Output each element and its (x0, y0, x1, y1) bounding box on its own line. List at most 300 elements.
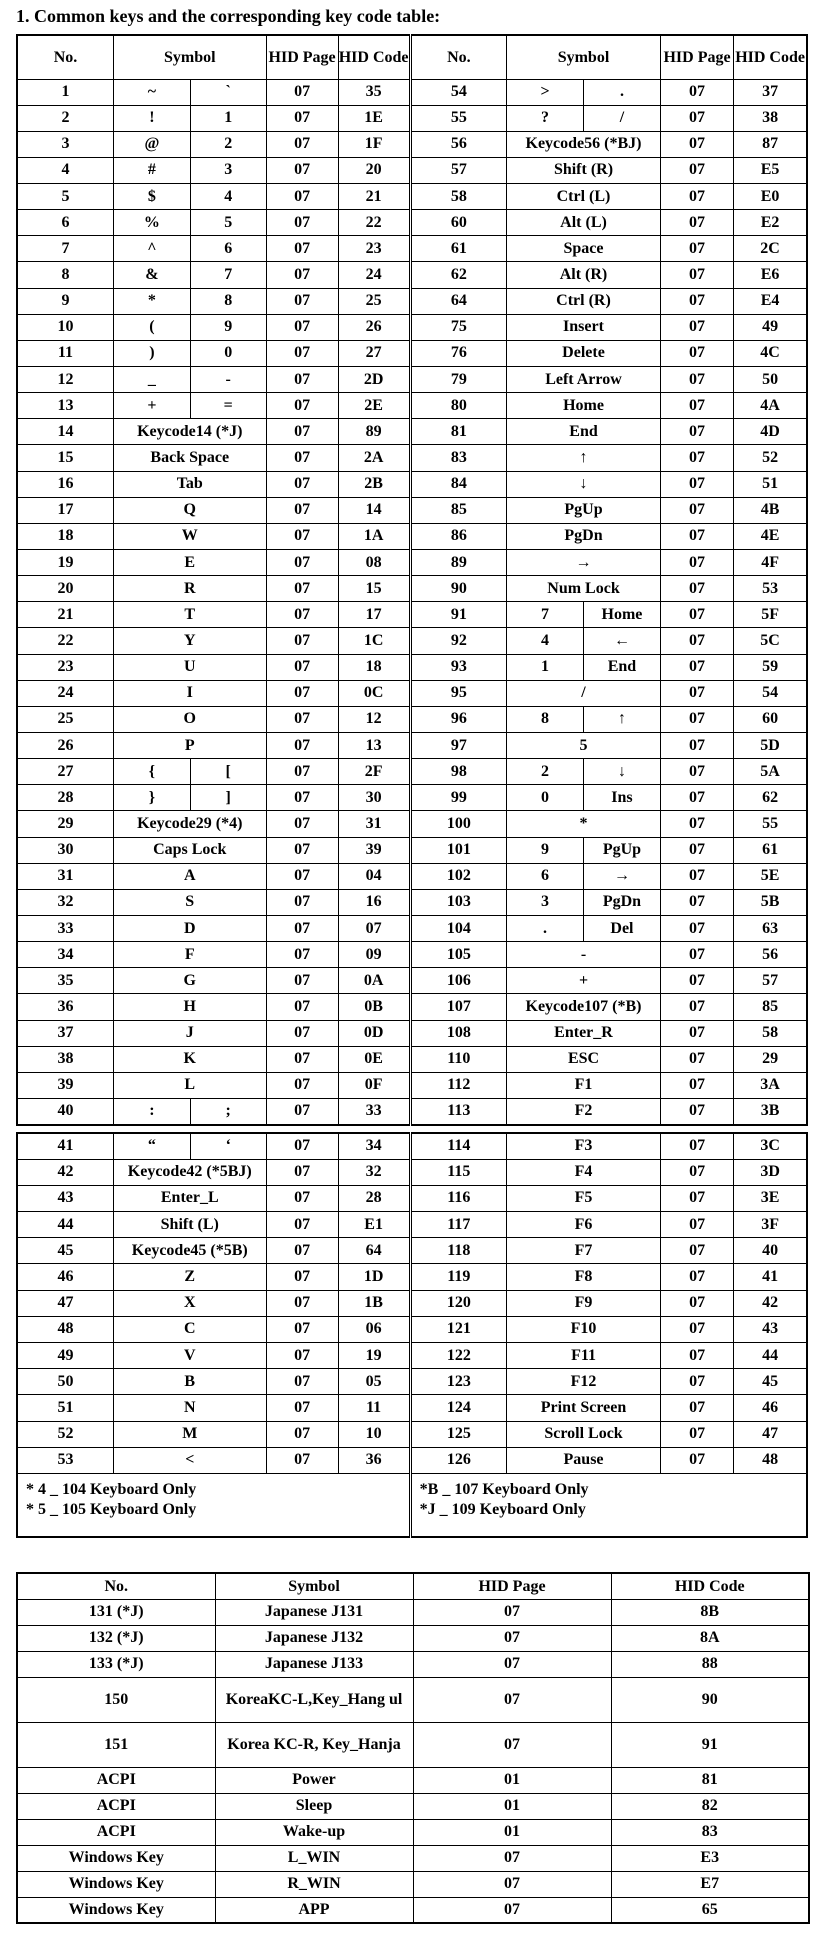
key-number: 95 (410, 680, 506, 706)
table-row (17, 1316, 807, 1342)
hid-page: 07 (266, 1020, 338, 1046)
key-symbol-base: / (583, 105, 660, 131)
key-number: 53 (17, 1447, 113, 1473)
key-symbol: Q (113, 497, 266, 523)
key-number: 24 (17, 680, 113, 706)
notes-right (410, 1473, 807, 1537)
key-code-table-continued (16, 1132, 808, 1538)
table-row (17, 1290, 807, 1316)
hid-page: 07 (660, 1343, 733, 1369)
header-symbol: Symbol (507, 35, 661, 79)
table-row (17, 1845, 809, 1871)
table-row (17, 1046, 807, 1072)
hid-code: 4A (734, 393, 807, 419)
key-symbol: KoreaKC-L,Key_Hang ul (215, 1677, 413, 1722)
hid-code: E2 (734, 210, 807, 236)
hid-code: 4E (734, 523, 807, 549)
key-symbol-base: ↓ (583, 759, 660, 785)
key-symbol: Keycode45 (*5B) (113, 1238, 266, 1264)
hid-page: 07 (266, 105, 338, 131)
key-symbol: Print Screen (507, 1395, 661, 1421)
key-symbol-shift: @ (113, 131, 190, 157)
key-number: 51 (17, 1395, 113, 1421)
hid-code: 0E (338, 1046, 410, 1072)
hid-page: 07 (266, 1159, 338, 1185)
hid-code: 81 (611, 1767, 809, 1793)
key-symbol: Alt (R) (507, 262, 661, 288)
hid-code: 10 (338, 1421, 410, 1447)
hid-page: 07 (660, 314, 733, 340)
header-hid-code: HID Code (611, 1573, 809, 1599)
key-symbol: ↑ (507, 445, 661, 471)
key-number: 112 (410, 1072, 506, 1098)
key-symbol-shift: $ (113, 184, 190, 210)
hid-page: 07 (660, 602, 733, 628)
table-row (17, 942, 807, 968)
hid-code: 59 (734, 654, 807, 680)
hid-page: 07 (266, 393, 338, 419)
hid-code: 88 (611, 1651, 809, 1677)
table-row (17, 968, 807, 994)
hid-code: 4B (734, 497, 807, 523)
hid-page: 07 (660, 1133, 733, 1159)
table-row (17, 471, 807, 497)
key-symbol: APP (215, 1897, 413, 1923)
key-number: 21 (17, 602, 113, 628)
key-symbol: Japanese J131 (215, 1599, 413, 1625)
hid-page: 07 (660, 706, 733, 732)
hid-code: 20 (338, 157, 410, 183)
key-symbol: Space (507, 236, 661, 262)
key-code-table-main (16, 34, 808, 1126)
hid-code: 0A (338, 968, 410, 994)
hid-code: 45 (734, 1369, 807, 1395)
key-number: 123 (410, 1369, 506, 1395)
key-number: 35 (17, 968, 113, 994)
key-number: 42 (17, 1159, 113, 1185)
key-symbol: U (113, 654, 266, 680)
hid-page: 07 (266, 445, 338, 471)
table-row (17, 445, 807, 471)
key-symbol-shift: 6 (507, 863, 584, 889)
key-symbol-shift: > (507, 79, 584, 105)
hid-code: 54 (734, 680, 807, 706)
hid-page: 07 (660, 889, 733, 915)
key-symbol-base: 9 (190, 314, 266, 340)
key-symbol: Num Lock (507, 576, 661, 602)
header-symbol: Symbol (215, 1573, 413, 1599)
hid-code: E6 (734, 262, 807, 288)
hid-code: 63 (734, 916, 807, 942)
hid-code: 8A (611, 1625, 809, 1651)
hid-code: 60 (734, 706, 807, 732)
key-symbol-shift: } (113, 785, 190, 811)
hid-code: 25 (338, 288, 410, 314)
table-row (17, 1159, 807, 1185)
key-number: 29 (17, 811, 113, 837)
header-hid-code: HID Code (338, 35, 410, 79)
key-number: 75 (410, 314, 506, 340)
hid-page: 07 (266, 680, 338, 706)
hid-page: 07 (660, 837, 733, 863)
table-row (17, 889, 807, 915)
key-symbol-base: ` (190, 79, 266, 105)
hid-page: 07 (266, 628, 338, 654)
table-row (17, 1343, 807, 1369)
hid-page: 07 (266, 157, 338, 183)
key-symbol-base: PgDn (583, 889, 660, 915)
table-row (17, 1238, 807, 1264)
hid-code: 41 (734, 1264, 807, 1290)
table-row (17, 811, 807, 837)
table-row (17, 759, 807, 785)
hid-code: 23 (338, 236, 410, 262)
hid-page: 07 (660, 1046, 733, 1072)
hid-page: 07 (266, 1447, 338, 1473)
note-line: *J _ 109 Keyboard Only (419, 1500, 586, 1518)
hid-page: 07 (660, 1238, 733, 1264)
hid-code: 44 (734, 1343, 807, 1369)
key-number: 4 (17, 157, 113, 183)
key-number: 89 (410, 550, 506, 576)
key-symbol-base: Home (583, 602, 660, 628)
key-symbol: < (113, 1447, 266, 1473)
hid-code: 1C (338, 628, 410, 654)
key-symbol: F5 (507, 1185, 661, 1211)
key-number: 132 (*J) (17, 1625, 215, 1651)
key-symbol: Tab (113, 471, 266, 497)
hid-code: 26 (338, 314, 410, 340)
key-symbol-shift: + (113, 393, 190, 419)
table-body-main (17, 79, 807, 1125)
key-symbol-base: ; (190, 1098, 266, 1124)
note-line: * 4 _ 104 Keyboard Only (26, 1480, 197, 1498)
hid-code: 16 (338, 889, 410, 915)
header-hid-page: HID Page (413, 1573, 611, 1599)
key-symbol: R (113, 576, 266, 602)
key-number: 10 (17, 314, 113, 340)
key-number: 14 (17, 419, 113, 445)
hid-page: 07 (413, 1722, 611, 1767)
key-symbol: J (113, 1020, 266, 1046)
note-line: * 5 _ 105 Keyboard Only (26, 1500, 197, 1518)
hid-page: 07 (660, 105, 733, 131)
key-number: 23 (17, 654, 113, 680)
key-symbol-base: 1 (190, 105, 266, 131)
key-number: 3 (17, 131, 113, 157)
key-number: Windows Key (17, 1845, 215, 1871)
key-symbol-base: [ (190, 759, 266, 785)
hid-page: 07 (660, 811, 733, 837)
key-symbol-base: → (583, 863, 660, 889)
key-symbol-shift: 9 (507, 837, 584, 863)
hid-page: 07 (660, 994, 733, 1020)
key-number: 12 (17, 367, 113, 393)
key-symbol: O (113, 706, 266, 732)
key-number: 58 (410, 184, 506, 210)
hid-page: 07 (266, 471, 338, 497)
key-number: 113 (410, 1098, 506, 1124)
hid-page: 07 (266, 1421, 338, 1447)
hid-page: 07 (660, 1159, 733, 1185)
hid-code: 07 (338, 916, 410, 942)
hid-code: 22 (338, 210, 410, 236)
hid-page: 07 (266, 733, 338, 759)
key-number: 121 (410, 1316, 506, 1342)
hid-code: E7 (611, 1871, 809, 1897)
table-row (17, 1722, 809, 1767)
key-symbol: F1 (507, 1072, 661, 1098)
key-number: 124 (410, 1395, 506, 1421)
key-symbol-base: 6 (190, 236, 266, 262)
table-row (17, 1098, 807, 1124)
key-symbol: Scroll Lock (507, 1421, 661, 1447)
key-symbol-shift: 7 (507, 602, 584, 628)
hid-page: 07 (660, 654, 733, 680)
hid-code: 15 (338, 576, 410, 602)
key-symbol: F4 (507, 1159, 661, 1185)
hid-code: 58 (734, 1020, 807, 1046)
hid-page: 07 (413, 1599, 611, 1625)
key-symbol: Back Space (113, 445, 266, 471)
hid-code: 3D (734, 1159, 807, 1185)
notes-row (17, 1473, 807, 1537)
hid-code: 40 (734, 1238, 807, 1264)
hid-code: 55 (734, 811, 807, 837)
hid-code: 90 (611, 1677, 809, 1722)
hid-code: 39 (338, 837, 410, 863)
key-number: 18 (17, 523, 113, 549)
key-number: 108 (410, 1020, 506, 1046)
hid-page: 07 (660, 79, 733, 105)
hid-page: 07 (660, 916, 733, 942)
hid-code: 5D (734, 733, 807, 759)
hid-code: 3F (734, 1212, 807, 1238)
hid-page: 07 (266, 1369, 338, 1395)
table-row (17, 1897, 809, 1923)
hid-page: 07 (266, 1290, 338, 1316)
key-number: 62 (410, 262, 506, 288)
key-symbol-base: ] (190, 785, 266, 811)
hid-code: E3 (611, 1845, 809, 1871)
hid-page: 07 (266, 994, 338, 1020)
hid-code: 53 (734, 576, 807, 602)
hid-page: 07 (266, 236, 338, 262)
key-symbol: H (113, 994, 266, 1020)
table-row (17, 236, 807, 262)
table-row (17, 1264, 807, 1290)
key-symbol: V (113, 1343, 266, 1369)
key-symbol: Keycode56 (*BJ) (507, 131, 661, 157)
header-hid-page: HID Page (266, 35, 338, 79)
hid-code: 57 (734, 968, 807, 994)
hid-code: 1D (338, 1264, 410, 1290)
key-number: 57 (410, 157, 506, 183)
key-number: 101 (410, 837, 506, 863)
hid-code: 0C (338, 680, 410, 706)
key-number: 13 (17, 393, 113, 419)
table-row (17, 1421, 807, 1447)
key-symbol: X (113, 1290, 266, 1316)
hid-code: 1E (338, 105, 410, 131)
table-body-extra (17, 1599, 809, 1923)
table-header-row (17, 35, 807, 79)
hid-code: E5 (734, 157, 807, 183)
key-number: 44 (17, 1212, 113, 1238)
hid-page: 07 (266, 340, 338, 366)
hid-code: 27 (338, 340, 410, 366)
hid-page: 07 (660, 367, 733, 393)
table-row (17, 916, 807, 942)
hid-code: 2E (338, 393, 410, 419)
hid-page: 07 (660, 184, 733, 210)
hid-page: 07 (413, 1871, 611, 1897)
hid-code: 36 (338, 1447, 410, 1473)
hid-code: 1F (338, 131, 410, 157)
hid-code: 51 (734, 471, 807, 497)
table-row (17, 1369, 807, 1395)
hid-code: E1 (338, 1212, 410, 1238)
key-number: 104 (410, 916, 506, 942)
key-number: 118 (410, 1238, 506, 1264)
key-symbol: Ctrl (L) (507, 184, 661, 210)
key-number: 39 (17, 1072, 113, 1098)
key-symbol: Japanese J133 (215, 1651, 413, 1677)
hid-page: 07 (266, 419, 338, 445)
key-number: 43 (17, 1185, 113, 1211)
key-symbol-base: ‘ (190, 1133, 266, 1159)
hid-code: 2B (338, 471, 410, 497)
hid-code: 48 (734, 1447, 807, 1473)
key-number: 91 (410, 602, 506, 628)
hid-page: 07 (660, 157, 733, 183)
hid-page: 07 (266, 968, 338, 994)
header-hid-page: HID Page (660, 35, 733, 79)
key-symbol-base: ← (583, 628, 660, 654)
hid-page: 07 (266, 550, 338, 576)
key-symbol-base: Del (583, 916, 660, 942)
hid-page: 07 (266, 131, 338, 157)
key-number: 41 (17, 1133, 113, 1159)
hid-code: 4C (734, 340, 807, 366)
hid-page: 07 (660, 1369, 733, 1395)
hid-code: 19 (338, 1343, 410, 1369)
table-row (17, 994, 807, 1020)
hid-page: 07 (660, 733, 733, 759)
key-number: 151 (17, 1722, 215, 1767)
hid-page: 07 (266, 1185, 338, 1211)
hid-code: 13 (338, 733, 410, 759)
hid-code: 35 (338, 79, 410, 105)
table-row (17, 393, 807, 419)
table-body-continued (17, 1133, 807, 1473)
hid-code: 64 (338, 1238, 410, 1264)
key-number: 2 (17, 105, 113, 131)
key-symbol-shift: # (113, 157, 190, 183)
key-number: 6 (17, 210, 113, 236)
hid-code: 24 (338, 262, 410, 288)
key-symbol: N (113, 1395, 266, 1421)
key-symbol: F (113, 942, 266, 968)
key-number: 45 (17, 1238, 113, 1264)
table-row (17, 733, 807, 759)
hid-page: 07 (660, 393, 733, 419)
key-number: 98 (410, 759, 506, 785)
key-number: 106 (410, 968, 506, 994)
key-number: 27 (17, 759, 113, 785)
table-row (17, 367, 807, 393)
key-number: 93 (410, 654, 506, 680)
key-number: 8 (17, 262, 113, 288)
hid-code: 38 (734, 105, 807, 131)
key-symbol: Japanese J132 (215, 1625, 413, 1651)
hid-code: 28 (338, 1185, 410, 1211)
key-number: 1 (17, 79, 113, 105)
key-number: 7 (17, 236, 113, 262)
key-number: 120 (410, 1290, 506, 1316)
hid-page: 07 (266, 1395, 338, 1421)
table-row (17, 1819, 809, 1845)
table-row (17, 1212, 807, 1238)
hid-page: 07 (660, 1098, 733, 1124)
table-row (17, 680, 807, 706)
key-symbol-base: 2 (190, 131, 266, 157)
hid-page: 07 (660, 1421, 733, 1447)
table-row (17, 288, 807, 314)
key-number: 32 (17, 889, 113, 915)
hid-code: 32 (338, 1159, 410, 1185)
table-row (17, 602, 807, 628)
key-symbol-shift: 8 (507, 706, 584, 732)
key-symbol: S (113, 889, 266, 915)
key-number: 133 (*J) (17, 1651, 215, 1677)
hid-page: 07 (413, 1897, 611, 1923)
key-number: 76 (410, 340, 506, 366)
key-number: 28 (17, 785, 113, 811)
hid-code: 2A (338, 445, 410, 471)
key-number: ACPI (17, 1819, 215, 1845)
key-number: 25 (17, 706, 113, 732)
key-number: 49 (17, 1343, 113, 1369)
key-number: 96 (410, 706, 506, 732)
key-symbol-base: End (583, 654, 660, 680)
hid-page: 07 (660, 1264, 733, 1290)
key-number: 26 (17, 733, 113, 759)
key-number: 125 (410, 1421, 506, 1447)
key-symbol-shift: { (113, 759, 190, 785)
key-number: 126 (410, 1447, 506, 1473)
key-number: 61 (410, 236, 506, 262)
hid-page: 01 (413, 1767, 611, 1793)
key-symbol: T (113, 602, 266, 628)
hid-page: 07 (266, 1133, 338, 1159)
key-symbol-shift: 4 (507, 628, 584, 654)
hid-page: 07 (660, 340, 733, 366)
key-symbol: L (113, 1072, 266, 1098)
key-number: 117 (410, 1212, 506, 1238)
key-symbol: P (113, 733, 266, 759)
hid-code: 5C (734, 628, 807, 654)
hid-code: 91 (611, 1722, 809, 1767)
hid-page: 07 (266, 1072, 338, 1098)
hid-code: 0D (338, 1020, 410, 1046)
key-symbol-shift: “ (113, 1133, 190, 1159)
key-symbol: Delete (507, 340, 661, 366)
key-symbol: Y (113, 628, 266, 654)
hid-code: 42 (734, 1290, 807, 1316)
key-symbol-base: 0 (190, 340, 266, 366)
hid-code: 46 (734, 1395, 807, 1421)
